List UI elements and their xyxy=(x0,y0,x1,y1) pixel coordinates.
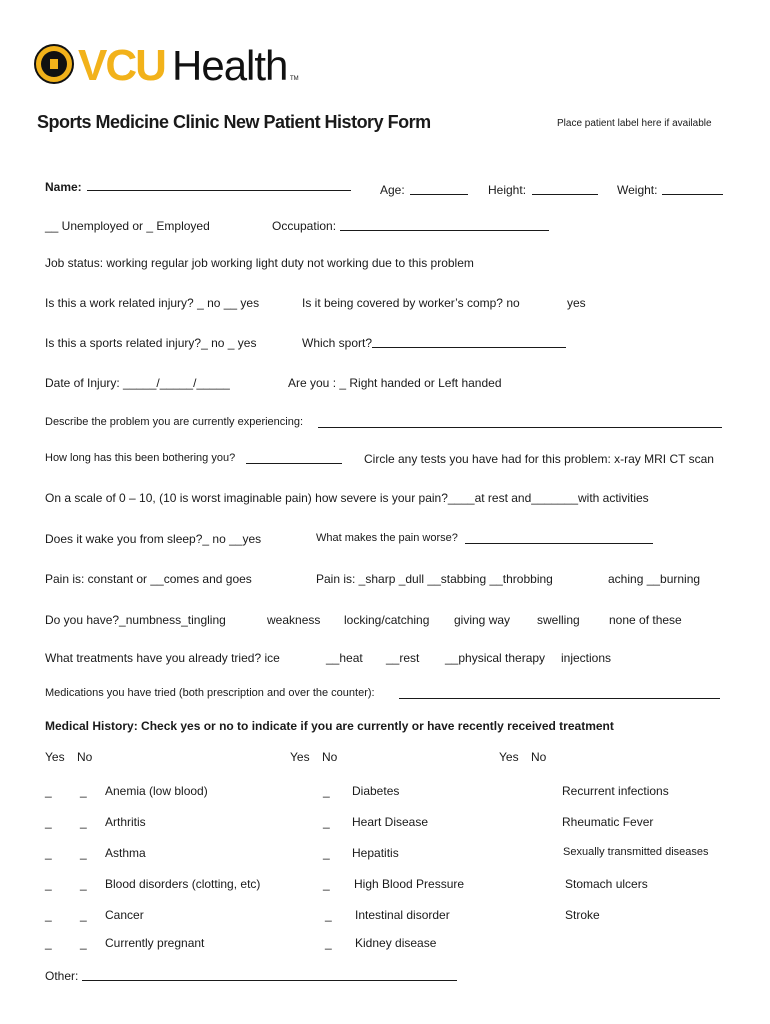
condition-hepatitis: Hepatitis xyxy=(352,846,399,860)
col1-yes-blank[interactable]: _ xyxy=(45,877,52,891)
pain-quality[interactable]: Pain is: _sharp _dull __stabbing __throbbing xyxy=(316,572,553,586)
condition-heart-disease: Heart Disease xyxy=(352,815,429,829)
condition-kidney: Kidney disease xyxy=(355,936,437,950)
pain-scale-question[interactable]: On a scale of 0 – 10, (10 is worst imaginable pain) how severe is your pain?____at rest and_______with activities xyxy=(45,491,649,505)
other-label: Other: xyxy=(45,969,79,983)
describe-problem-label: Describe the problem you are currently experiencing: xyxy=(45,416,304,428)
height-label: Height: xyxy=(488,183,527,197)
col2-no-blank[interactable]: _ xyxy=(323,815,330,829)
name-label: Name: xyxy=(45,180,82,194)
col1-yes-blank[interactable]: _ xyxy=(45,936,52,950)
workers-comp-yes[interactable]: yes xyxy=(567,296,586,310)
work-injury-question[interactable]: Is this a work related injury? _ no __ yes xyxy=(45,296,260,310)
treatment-injections[interactable]: injections xyxy=(561,651,612,665)
sleep-question[interactable]: Does it wake you from sleep?_ no __yes xyxy=(45,532,262,546)
col1-no-blank[interactable]: _ xyxy=(80,908,87,922)
weight-field[interactable] xyxy=(662,194,723,195)
pain-worse-field[interactable] xyxy=(465,543,653,544)
treatments-label[interactable]: What treatments have you already tried? ice xyxy=(45,651,280,665)
condition-rheumatic-fever: Rheumatic Fever xyxy=(562,815,654,829)
how-long-label: How long has this been bothering you? xyxy=(45,452,236,464)
medical-history-heading: Medical History: Check yes or no to indicate if you are currently or have recently received treatment xyxy=(45,719,614,733)
col1-no-blank[interactable]: _ xyxy=(80,936,87,950)
condition-stroke: Stroke xyxy=(565,908,600,922)
age-field[interactable] xyxy=(410,194,468,195)
describe-problem-field[interactable] xyxy=(318,427,722,428)
symptom-weakness[interactable]: weakness xyxy=(267,613,321,627)
condition-cancer: Cancer xyxy=(105,908,144,922)
medications-field[interactable] xyxy=(399,698,720,699)
col2-no-blank[interactable]: _ xyxy=(323,877,330,891)
col1-yes-blank[interactable]: _ xyxy=(45,908,52,922)
form-title: Sports Medicine Clinic New Patient History Form xyxy=(37,112,431,132)
date-of-injury[interactable]: Date of Injury: _____/_____/_____ xyxy=(45,376,230,390)
logo-vcu-text: VCU xyxy=(78,41,165,90)
condition-asthma: Asthma xyxy=(105,846,146,860)
handedness-question[interactable]: Are you : _ Right handed or Left handed xyxy=(288,376,502,390)
col1-yes-blank[interactable]: _ xyxy=(45,815,52,829)
col1-yes-blank[interactable]: _ xyxy=(45,846,52,860)
job-status[interactable]: Job status: working regular job working light duty not working due to this problem xyxy=(45,256,474,270)
employment-status[interactable]: __ Unemployed or _ Employed xyxy=(45,219,210,233)
col2-yes-header: Yes xyxy=(290,750,310,764)
pain-pattern[interactable]: Pain is: constant or __comes and goes xyxy=(45,572,252,586)
sports-injury-question[interactable]: Is this a sports related injury?_ no _ yes xyxy=(45,336,257,350)
which-sport-label: Which sport? xyxy=(302,336,373,350)
col3-yes-header: Yes xyxy=(499,750,519,764)
logo-trademark: TM xyxy=(290,76,299,82)
condition-blood-disorders: Blood disorders (clotting, etc) xyxy=(105,877,261,891)
symptom-locking[interactable]: locking/catching xyxy=(344,613,430,627)
condition-high-blood-pressure: High Blood Pressure xyxy=(354,877,465,891)
age-label: Age: xyxy=(380,183,405,197)
height-field[interactable] xyxy=(532,194,598,195)
tests-question[interactable]: Circle any tests you have had for this problem: x-ray MRI CT scan xyxy=(364,452,714,466)
condition-arthritis: Arthritis xyxy=(105,815,146,829)
col2-no-blank[interactable]: _ xyxy=(325,908,332,922)
symptom-giving-way[interactable]: giving way xyxy=(454,613,511,627)
condition-intestinal: Intestinal disorder xyxy=(355,908,450,922)
col3-no-header: No xyxy=(531,750,547,764)
condition-pregnant: Currently pregnant xyxy=(105,936,205,950)
treatment-heat[interactable]: __heat xyxy=(326,651,363,665)
col1-no-header: No xyxy=(77,750,93,764)
vcu-seal-logo xyxy=(34,44,74,84)
condition-anemia: Anemia (low blood) xyxy=(105,784,208,798)
col1-no-blank[interactable]: _ xyxy=(80,846,87,860)
condition-std: Sexually transmitted diseases xyxy=(563,846,709,858)
symptom-none[interactable]: none of these xyxy=(609,613,682,627)
treatment-rest[interactable]: __rest xyxy=(386,651,420,665)
name-field[interactable] xyxy=(87,190,351,191)
col1-yes-header: Yes xyxy=(45,750,65,764)
which-sport-field[interactable] xyxy=(372,347,566,348)
col1-yes-blank[interactable]: _ xyxy=(45,784,52,798)
col1-no-blank[interactable]: _ xyxy=(80,877,87,891)
how-long-field[interactable] xyxy=(246,463,342,464)
medications-label: Medications you have tried (both prescription and over the counter): xyxy=(45,687,375,699)
logo-health-text: Health xyxy=(172,42,288,89)
symptoms-label[interactable]: Do you have?_numbness_tingling xyxy=(45,613,226,627)
condition-stomach-ulcers: Stomach ulcers xyxy=(565,877,648,891)
occupation-label: Occupation: xyxy=(272,219,337,233)
patient-label-note: Place patient label here if available xyxy=(557,118,712,129)
other-field[interactable] xyxy=(82,980,457,981)
col2-no-header: No xyxy=(322,750,338,764)
condition-recurrent-infections: Recurrent infections xyxy=(562,784,669,798)
col2-no-blank[interactable]: _ xyxy=(325,936,332,950)
symptom-swelling[interactable]: swelling xyxy=(537,613,580,627)
pain-quality-more[interactable]: aching __burning xyxy=(608,572,701,586)
pain-worse-label: What makes the pain worse? xyxy=(316,532,458,544)
condition-diabetes: Diabetes xyxy=(352,784,400,798)
treatment-pt[interactable]: __physical therapy xyxy=(445,651,546,665)
col2-no-blank[interactable]: _ xyxy=(323,784,330,798)
weight-label: Weight: xyxy=(617,183,658,197)
occupation-field[interactable] xyxy=(340,230,549,231)
col1-no-blank[interactable]: _ xyxy=(80,784,87,798)
col1-no-blank[interactable]: _ xyxy=(80,815,87,829)
workers-comp-question[interactable]: Is it being covered by worker’s comp? no xyxy=(302,296,520,310)
col2-no-blank[interactable]: _ xyxy=(323,846,330,860)
